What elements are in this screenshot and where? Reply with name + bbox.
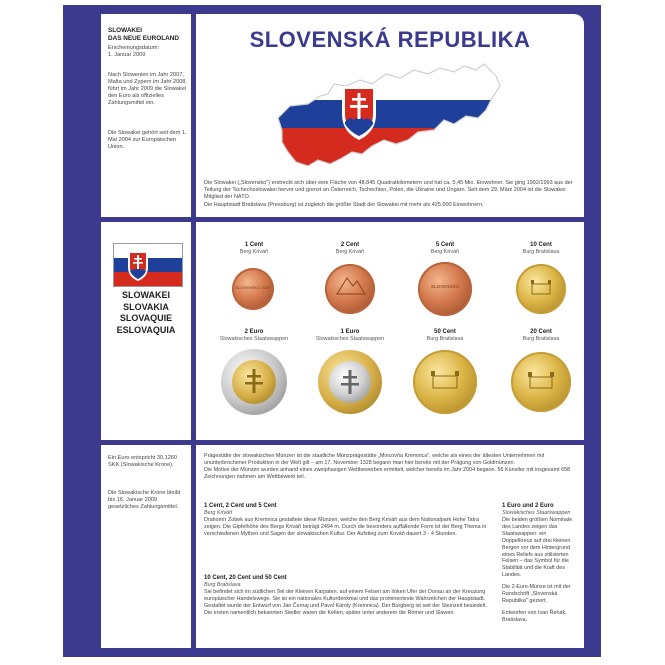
slovakia-flag-icon	[113, 243, 183, 287]
eu-membership-text: Die Slowakei gehört seit dem 1. Mai 2004 zur Europäischen Union.	[108, 130, 187, 150]
country-intro-para1: Die Slowakei („Slovensko") erstreckt sich über eine Fläche von 48.845 Quadratkilometern und hat ca. 5,45 Mio. Einwohner. Sie ging 1992/1993 aus der Teilung der Tschechoslowakei hervor und grenzt an Österreich, Tschechien, Polen, die Ukraine und Ungarn. Seit dem 29. März 2004 ist die Slowakei Mitglied der NATO.	[204, 180, 573, 201]
euro-adoption-text: Nach Slowenien im Jahr 2007, Malta und Zypern im Jahr 2008, führt im Jahr 2009 die Slowakei den Euro als offizielles Zahlungsmittel ein.	[108, 72, 187, 106]
coin-2-cent	[325, 264, 375, 314]
section-euro-coins-motif: Slowakisches Staatswappen	[502, 510, 571, 516]
crown-validity-text: Die Slowakische Krone bleibt bis 16. Januar 2009 gesetzliches Zahlungsmittel.	[108, 490, 181, 510]
coin-label-50-cent: 50 Cent Burg Bratislava	[426, 329, 464, 342]
coin-label-1-cent: 1 Cent Berg Kriváň	[239, 242, 269, 255]
country-intro-para2: Die Hauptstadt Bratislava (Pressburg) ist zugleich die größte Stadt der Slowakei mit mehr als 425.000 Einwohnern.	[204, 201, 484, 208]
country-name-de: SLOWAKEI	[121, 290, 170, 300]
section-large-cents	[204, 574, 494, 617]
coin-10-cent	[516, 264, 566, 314]
coin-1-euro	[318, 350, 382, 414]
section-small-cents-heading: 1 Cent, 2 Cent und 5 Cent	[204, 503, 277, 509]
page-title: SLOVENSKÁ REPUBLIKA	[249, 27, 531, 52]
coin-label-10-cent: 10 Cent Burg Bratislava	[522, 242, 560, 255]
section-small-cents	[204, 502, 494, 538]
coin-2-euro	[221, 349, 287, 415]
country-name-es: ESLOVAQUIA	[116, 324, 176, 335]
coin-5-cent: SLOVENSKO	[418, 262, 472, 316]
slovakia-map	[268, 60, 508, 178]
left-bottom-panel	[101, 445, 191, 648]
section-euro-coins-body: Die beiden größten Nominale des Landes zeigen das Staatswappen: ein Doppelkreuz auf drei kleinen Bergen vor dem Hintergrund eines Reliefs aus stilisierten Felsen – das Symbol für die Stabilität und die Kraft des Landes.	[502, 517, 573, 579]
coin-label-1-euro: 1 Euro Slowakisches Staatswappen	[315, 329, 385, 342]
coin-50-cent	[413, 350, 477, 414]
exchange-rate-text: Ein Euro entspricht 30,1260 SKK (Slowakische Krone).	[108, 455, 178, 468]
release-date-value: 1. Januar 2009	[108, 52, 146, 58]
coin-label-20-cent: 20 Cent Burg Bratislava	[522, 329, 560, 342]
section-large-cents-body: Sie befindet sich im südlichen Teil der Kleinen Karpaten, auf einem Felsen am linken Ufer der Donau an der Kreuzung europäischer Handelswege. Sie ist ein nationales Kulturdenkmal und das prominenteste Wahrzeichen der Hauptstadt. Gestaltet wurde der Entwurf von Ján Černaj und Pavol Károly (Kremnica). Der Burgberg ist seit der Steinzeit besiedelt. Die ersten namentlich bekannten Siedler waren die Kelten, später unter anderem die Römer und Slawen.	[204, 589, 487, 616]
mint-intro	[204, 453, 576, 481]
section-euro-coins-designer: Entworfen von Ivan Řehák, Bratislava.	[502, 609, 567, 623]
section-euro-coins-edge: Die 2-Euro-Münze ist mit der Randschrift „Slovenská Republika" geziert.	[502, 584, 571, 604]
country-names	[101, 290, 191, 336]
section-large-cents-heading: 10 Cent, 20 Cent und 50 Cent	[204, 575, 287, 581]
coin-label-2-euro: 2 Euro Slowakisches Staatswappen	[219, 329, 289, 342]
section-euro-coins	[502, 502, 578, 624]
section-euro-coins-heading: 1 Euro und 2 Euro	[502, 503, 554, 509]
mint-intro-para2: Die Motive der Münzen wurden anhand eines zweiphasigen Wettbewerbes ermittelt, welcher bereits im Jahr 2004 begann. 56 Künstler mit insgesamt 658 Zeichnungen nahmen am Wettbewerb teil.	[204, 466, 571, 480]
section-small-cents-body: Drahomír Zobek aus Kremnica gestaltete diese Münzen, welche den Berg Kriváň aus dem Nationalpark Hohe Tatra zeigen. Die Gipfelhöhe des Bergs Kriváň beträgt 2494 m. Durch die besonders auffallende Form ist der Berg Thema in verschiedenen Mythen und Sagen der slowakischen Kultur. Der Aufstieg zum Kriváň dauert 3 - 4 Stunden.	[204, 517, 487, 537]
country-name-en: SLOVAKIA	[123, 301, 169, 312]
country-intro	[204, 180, 576, 209]
euroland-heading: SLOWAKEI DAS NEUE EUROLAND	[108, 27, 180, 42]
mint-intro-para1: Prägestätte der slowakischen Münzen ist die staatliche Münzprägestätte „Mincovňa Kremnica", welche als eines der ältesten Unternehmen mit ununterbrochener Produktion in der Welt gilt – am 17. November 1328 begann man hier bereits mit der Prägung von Goldmünzen.	[204, 453, 545, 466]
coin-1-cent: SLOVENSKO 2009	[232, 268, 274, 310]
section-large-cents-motif: Burg Bratislava	[204, 582, 241, 588]
release-date-label: Erscheinungsdatum:	[108, 45, 159, 51]
coin-label-2-cent: 2 Cent Berg Kriváň	[335, 242, 365, 255]
coin-20-cent	[511, 352, 571, 412]
country-name-fr: SLOVAQUIE	[119, 313, 173, 323]
coin-label-5-cent: 5 Cent Berg Kriváň	[430, 242, 460, 255]
section-small-cents-motif: Berg Kriváň	[204, 510, 233, 516]
